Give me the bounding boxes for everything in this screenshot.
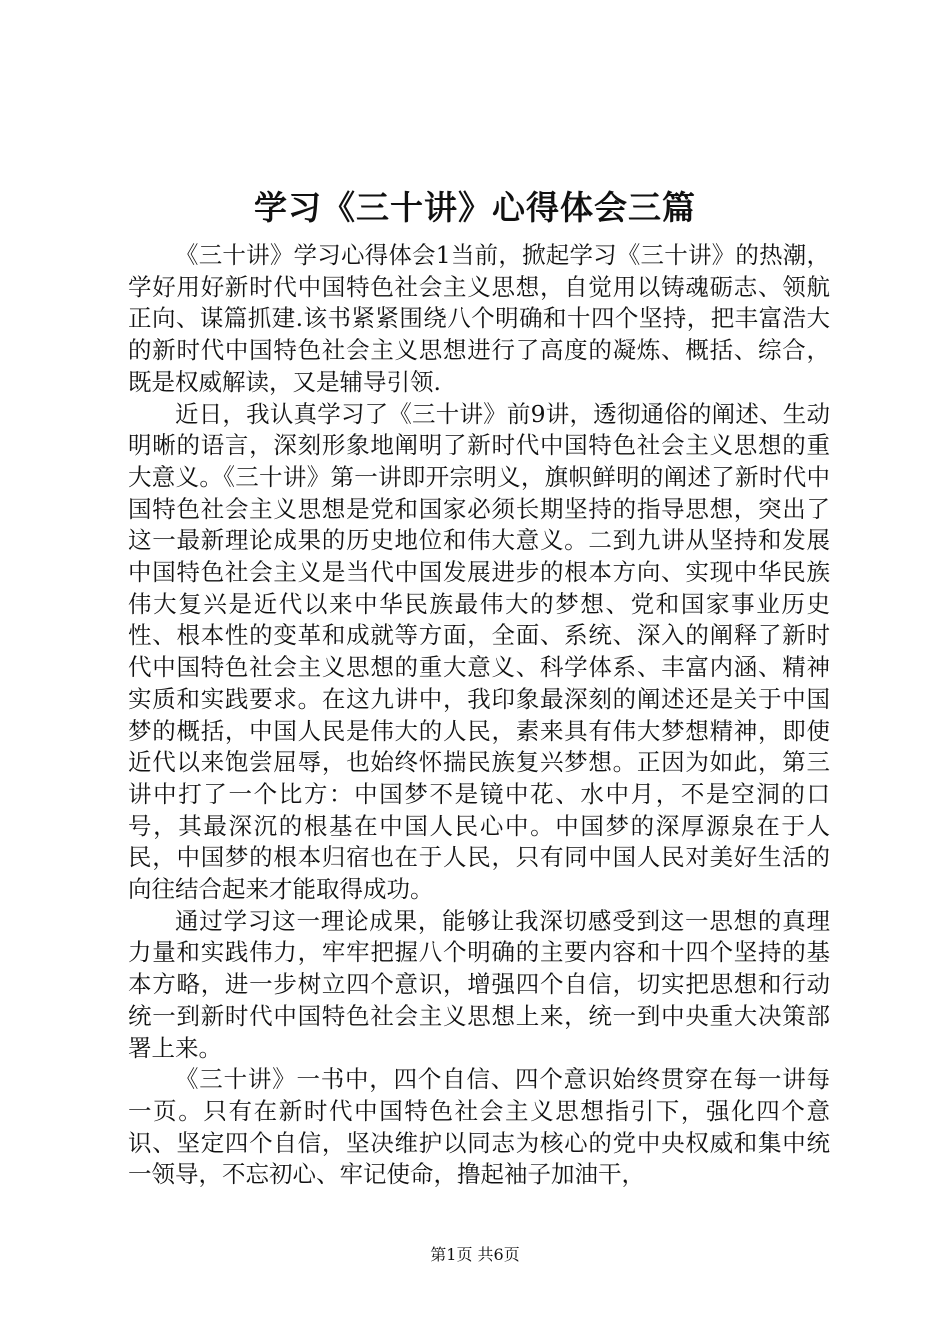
page-footer: 第1页 共6页 bbox=[430, 1245, 520, 1264]
document-body bbox=[128, 240, 830, 1191]
paragraph-2: 近日，我认真学习了《三十讲》前9讲，透彻通俗的阐述、生动明晰的语言，深刻形象地阐明了新时代中国特色社会主义思想的重大意义。《三十讲》第一讲即开宗明义，旗帜鲜明的阐述了新时代中国特色社会主义思想是党和国家必须长期坚持的指导思想，突出了这一最新理论成果的历史地位和伟大意义。二到九讲从坚持和发展中国特色社会主义是当代中国发展进步的根本方向、实现中华民族伟大复兴是近代以来中华民族最伟大的梦想、党和国家事业历史性、根本性的变革和成就等方面，全面、系统、深入的阐释了新时代中国特色社会主义思想的重大意义、科学体系、丰富内涵、精神实质和实践要求。在这九讲中，我印象最深刻的阐述还是关于中国梦的概括，中国人民是伟大的人民，素来具有伟大梦想精神，即使近代以来饱尝屈辱，也始终怀揣民族复兴梦想。正因为如此，第三讲中打了一个比方：中国梦不是镜中花、水中月，不是空洞的口号，其最深沉的根基在中国人民心中。中国梦的深厚源泉在于人民，中国梦的根本归宿也在于人民，只有同中国人民对美好生活的向往结合起来才能取得成功。 bbox=[128, 399, 830, 904]
paragraph-3: 通过学习这一理论成果，能够让我深切感受到这一思想的真理力量和实践伟力，牢牢把握八个明确的主要内容和十四个坚持的基本方略，进一步树立四个意识，增强四个自信，切实把思想和行动统一到新时代中国特色社会主义思想上来，统一到中央重大决策部署上来。 bbox=[128, 906, 830, 1062]
paragraph-4: 《三十讲》一书中，四个自信、四个意识始终贯穿在每一讲每一页。只有在新时代中国特色社会主义思想指引下，强化四个意识、坚定四个自信，坚决维护以同志为核心的党中央权威和集中统一领导，不忘初心、牢记使命，撸起袖子加油干， bbox=[128, 1065, 830, 1189]
paragraph-1: 《三十讲》学习心得体会1当前，掀起学习《三十讲》的热潮，学好用好新时代中国特色社会主义思想，自觉用以铸魂砺志、领航正向、谋篇抓建.该书紧紧围绕八个明确和十四个坚持，把丰富浩大的新时代中国特色社会主义思想进行了高度的凝炼、概括、综合，既是权威解读，又是辅导引领. bbox=[128, 241, 830, 396]
document-title: 学习《三十讲》心得体会三篇 bbox=[254, 188, 696, 227]
